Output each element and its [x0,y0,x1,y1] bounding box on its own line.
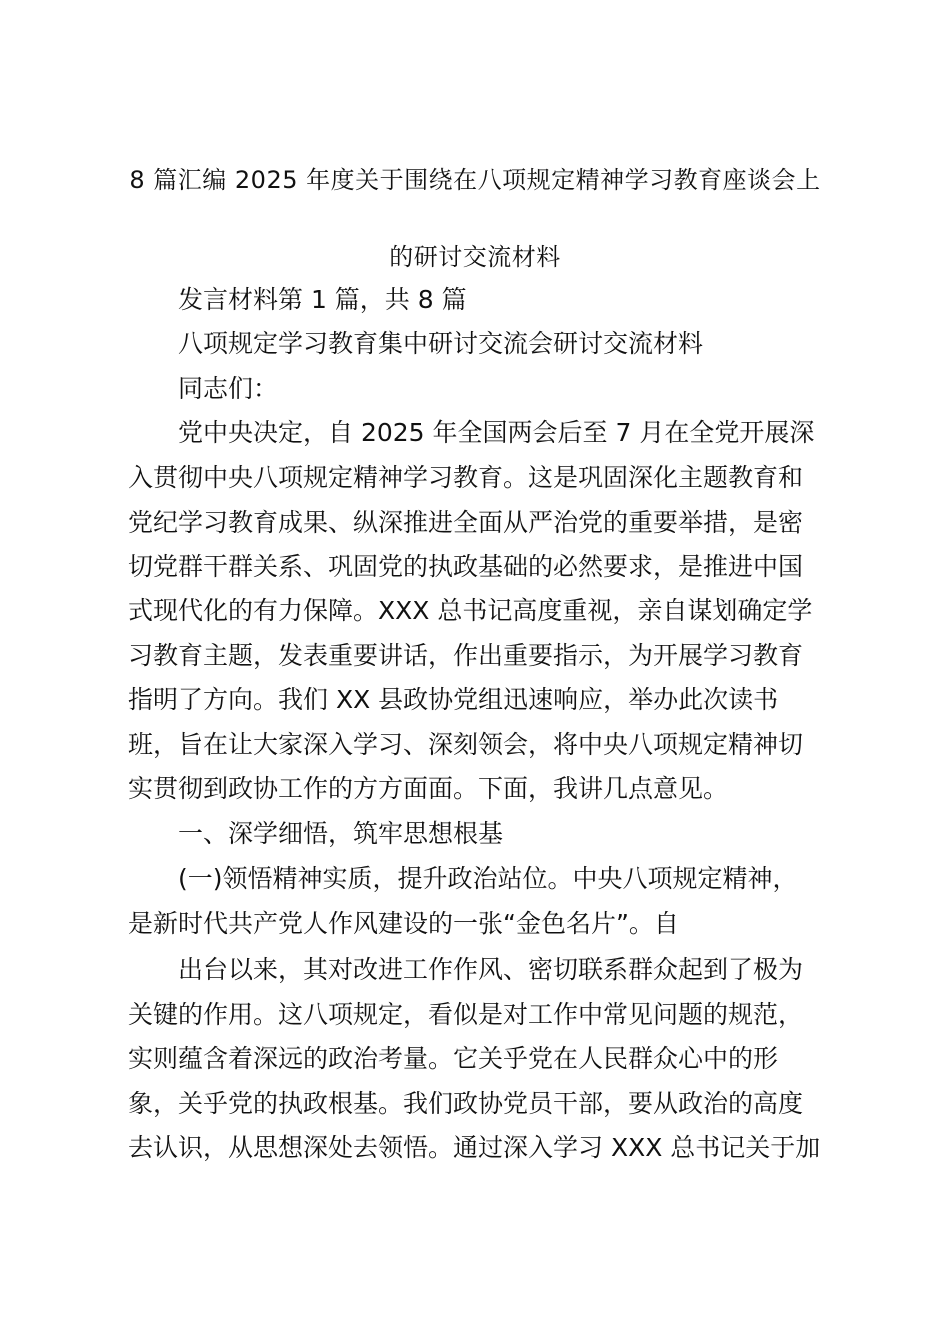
paragraph-line: 是新时代共产党人作风建设的一张“金色名片”。自 [128,909,679,938]
paragraph-line: 式现代化的有力保障。XXX 总书记高度重视，亲自谋划确定学 [128,596,813,625]
paragraph-line: 象，关乎党的执政根基。我们政协党员干部，要从政治的高度 [128,1089,804,1118]
paragraph-line: (一)领悟精神实质，提升政治站位。中央八项规定精神， [178,864,798,893]
paragraph-line: 切党群干群关系、巩固党的执政基础的必然要求，是推进中国 [128,552,804,581]
salutation: 同志们： [178,374,279,403]
section-1-heading: 一、深学细悟，筑牢思想根基 [178,819,504,848]
paragraph-line: 出台以来，其对改进工作作风、密切联系群众起到了极为 [178,955,804,984]
document-subtitle: 发言材料第 1 篇，共 8 篇 [178,285,467,314]
document-title-line-1: 8 篇汇编 2025 年度关于围绕在八项规定精神学习教育座谈会上 [129,166,821,194]
paragraph-line: 实则蕴含着深远的政治考量。它关乎党在人民群众心中的形 [128,1044,779,1073]
paragraph-line: 入贯彻中央八项规定精神学习教育。这是巩固深化主题教育和 [128,463,804,492]
paragraph-line: 习教育主题，发表重要讲话，作出重要指示，为开展学习教育 [128,641,804,670]
paragraph-line: 党中央决定，自 2025 年全国两会后至 7 月在全党开展深 [178,418,815,447]
paragraph-line: 实贯彻到政协工作的方方面面。下面，我讲几点意见。 [128,774,729,803]
paragraph-line: 党纪学习教育成果、纵深推进全面从严治党的重要举措，是密 [128,508,804,537]
paragraph-line: 关键的作用。这八项规定，看似是对工作中常见问题的规范， [128,1000,804,1029]
paragraph-line: 班，旨在让大家深入学习、深刻领会，将中央八项规定精神切 [128,730,804,759]
section-heading: 八项规定学习教育集中研讨交流会研讨交流材料 [178,329,704,358]
document-title-line-2: 的研讨交流材料 [389,243,561,271]
paragraph-line: 去认识，从思想深处去领悟。通过深入学习 XXX 总书记关于加 [128,1133,821,1162]
paragraph-line: 指明了方向。我们 XX 县政协党组迅速响应，举办此次读书 [128,685,779,714]
